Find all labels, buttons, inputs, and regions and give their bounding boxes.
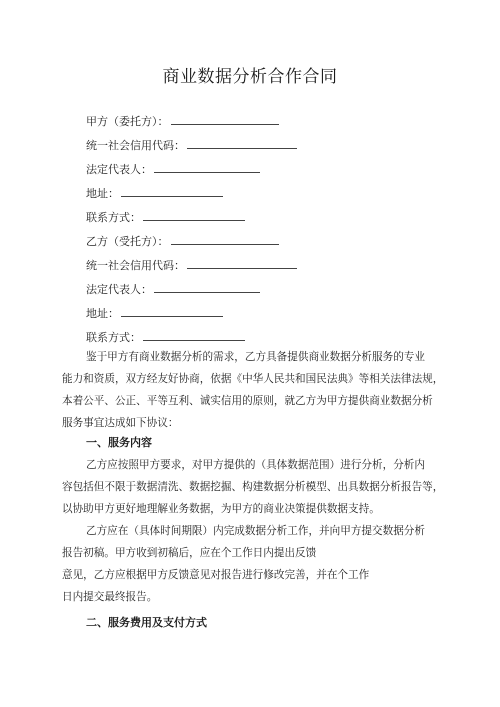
party-a-name-field bbox=[86, 114, 279, 130]
party-a-contact-field bbox=[86, 210, 245, 226]
section1-heading: 一、服务内容 bbox=[86, 436, 152, 449]
party-b-contact-label: 联系方式： bbox=[86, 331, 141, 344]
party-a-address-label: 地址： bbox=[86, 187, 119, 200]
section1-p1-line: 以协助甲方更好地理解业务数据，为甲方的商业决策提供数据支持。 bbox=[62, 503, 380, 515]
party-b-address-blank[interactable] bbox=[121, 306, 223, 317]
section1-p2-line: 意见，乙方应根据甲方反馈意见对报告进行修改完善，并在个工作 bbox=[62, 569, 370, 581]
section2-heading: 二、服务费用及支付方式 bbox=[86, 616, 207, 629]
party-a-legal-rep-field bbox=[86, 162, 260, 178]
party-a-contact-label: 联系方式： bbox=[86, 211, 141, 224]
party-b-legal-rep-label: 法定代表人： bbox=[86, 283, 152, 296]
party-b-credit-code-field bbox=[86, 258, 297, 274]
preamble-line: 能力和资质，双方经友好协商，依据《中华人民共和国民法典》等相关法律法规， bbox=[62, 373, 444, 385]
party-a-name-label: 甲方（委托方）： bbox=[86, 115, 169, 128]
section1-paragraph-1 bbox=[62, 454, 443, 520]
party-b-credit-code-label: 统一社会信用代码： bbox=[86, 259, 185, 272]
party-b-legal-rep-blank[interactable] bbox=[154, 282, 260, 293]
party-a-name-blank[interactable] bbox=[171, 114, 279, 125]
party-a-credit-code-field bbox=[86, 138, 297, 154]
party-a-legal-rep-blank[interactable] bbox=[154, 162, 260, 173]
section1-p1-line: 容包括但不限于数据清洗、数据挖掘、构建数据分析模型、出具数据分析报告等， bbox=[62, 481, 444, 493]
section1-p2-line: 乙方应在（具体时间期限）内完成数据分析工作，并向甲方提交数据分析 bbox=[86, 525, 425, 537]
section1-paragraph-2 bbox=[62, 520, 425, 608]
party-b-name-label: 乙方（受托方）： bbox=[86, 235, 169, 248]
party-a-address-blank[interactable] bbox=[121, 186, 223, 197]
preamble-line: 鉴于甲方有商业数据分析的需求，乙方具备提供商业数据分析服务的专业 bbox=[86, 351, 425, 363]
preamble-paragraph bbox=[62, 346, 443, 434]
party-a-credit-code-label: 统一社会信用代码： bbox=[86, 139, 185, 152]
party-b-address-field bbox=[86, 306, 223, 322]
section1-p1-line: 乙方应按照甲方要求，对甲方提供的（具体数据范围）进行分析，分析内 bbox=[86, 459, 425, 471]
party-a-legal-rep-label: 法定代表人： bbox=[86, 163, 152, 176]
party-a-contact-blank[interactable] bbox=[143, 210, 245, 221]
party-a-credit-code-blank[interactable] bbox=[187, 138, 297, 149]
party-b-contact-blank[interactable] bbox=[143, 330, 245, 341]
party-b-legal-rep-field bbox=[86, 282, 260, 298]
preamble-line: 服务事宜达成如下协议： bbox=[62, 417, 179, 429]
party-a-address-field bbox=[86, 186, 223, 202]
party-b-contact-field bbox=[86, 330, 245, 346]
party-b-credit-code-blank[interactable] bbox=[187, 258, 297, 269]
section1-p2-line: 报告初稿。甲方收到初稿后，应在个工作日内提出反馈 bbox=[62, 547, 317, 559]
preamble-line: 本着公平、公正、平等互利、诚实信用的原则，就乙方为甲方提供商业数据分析 bbox=[62, 395, 433, 407]
party-b-address-label: 地址： bbox=[86, 307, 119, 320]
party-b-name-blank[interactable] bbox=[171, 234, 279, 245]
contract-title: 商业数据分析合作合同 bbox=[162, 67, 338, 87]
section1-p2-line: 日内提交最终报告。 bbox=[62, 591, 158, 603]
party-b-name-field bbox=[86, 234, 279, 250]
